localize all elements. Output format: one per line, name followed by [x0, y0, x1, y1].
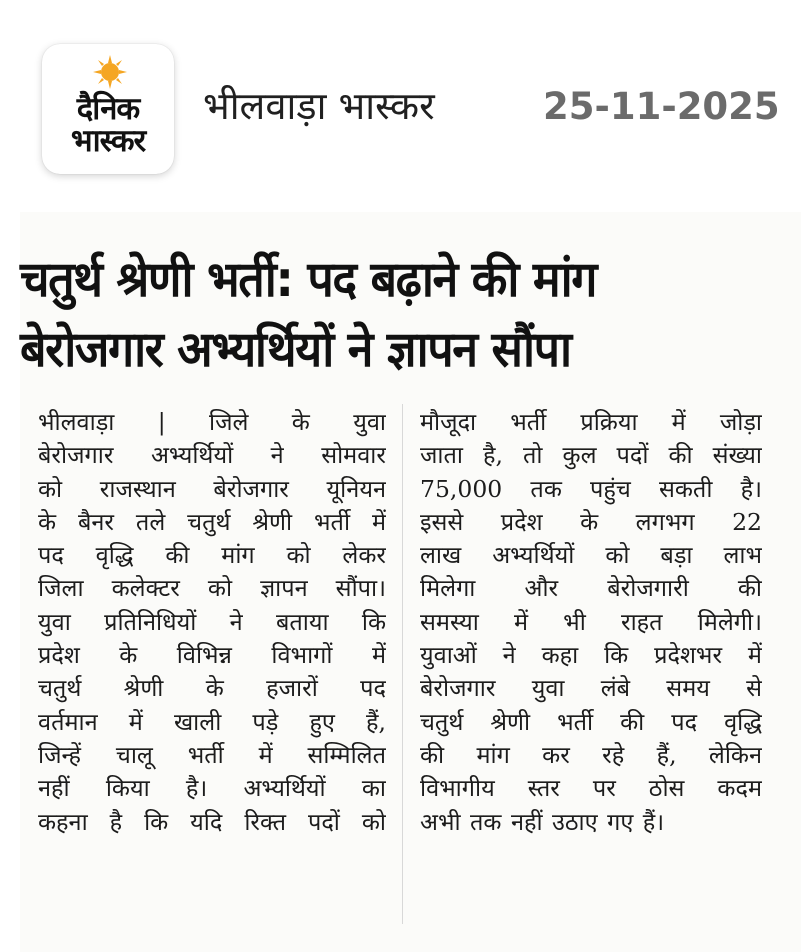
article-column-right — [420, 406, 762, 936]
text-line: इससे प्रदेश के लगभग 22 — [420, 507, 762, 536]
text-line: की मांग कर रहे हैं, लेकिन — [420, 740, 762, 769]
text-line: बेरोजगार अभ्यर्थियों ने सोमवार — [38, 441, 386, 470]
text-line: चतुर्थ श्रेणी के हजारों पद — [38, 674, 386, 703]
text-line: भीलवाड़ा | जिले के युवा — [38, 408, 386, 436]
text-line: युवा प्रतिनिधियों ने बताया कि — [38, 607, 386, 636]
text-line: युवाओं ने कहा कि प्रदेशभर में — [420, 641, 762, 670]
text-line: को राजस्थान बेरोजगार यूनियन — [38, 474, 386, 503]
dainik-bhaskar-logo — [42, 44, 174, 174]
text-line: अभी तक नहीं उठाए गए हैं। — [420, 807, 665, 836]
text-line: प्रदेश के विभिन्न विभागों में — [38, 641, 386, 670]
text-line: जिला कलेक्टर को ज्ञापन सौंपा। — [38, 574, 386, 603]
article-column-left — [38, 406, 386, 936]
column-divider — [402, 404, 403, 924]
text-line: 75,000 तक पहुंच सकती है। — [420, 474, 762, 503]
logo-text-bhaskar: भास्कर — [70, 123, 146, 159]
text-line: नहीं किया है। अभ्यर्थियों का — [38, 774, 386, 803]
text-line: बेरोजगार युवा लंबे समय से — [420, 674, 762, 703]
text-line: के बैनर तले चतुर्थ श्रेणी भर्ती में — [38, 507, 386, 536]
text-line: पद वृद्धि की मांग को लेकर — [38, 541, 386, 570]
text-line: वर्तमान में खाली पड़े हुए हैं, — [38, 707, 386, 736]
publication-date: 25-11-2025 — [543, 85, 780, 128]
edition-name: भीलवाड़ा भास्कर — [203, 84, 435, 128]
text-line: चतुर्थ श्रेणी भर्ती की पद वृद्धि — [420, 707, 762, 736]
text-line: कहना है कि यदि रिक्त पदों को — [38, 807, 386, 836]
text-line: जाता है, तो कुल पदों की संख्या — [420, 441, 762, 470]
text-line: लाख अभ्यर्थियों को बड़ा लाभ — [420, 541, 762, 570]
text-line: मिलेगा और बेरोजगारी की — [420, 574, 762, 603]
text-line: मौजूदा भर्ती प्रक्रिया में जोड़ा — [420, 408, 762, 436]
sun-icon — [92, 54, 128, 90]
logo-text-dainik: दैनिक — [76, 91, 140, 127]
header — [0, 0, 801, 200]
headline-line-1: चतुर्थ श्रेणी भर्ती: पद बढ़ाने की मांग — [20, 251, 597, 308]
text-line: समस्या में भी राहत मिलेगी। — [420, 607, 762, 636]
headline-line-2: बेरोजगार अभ्यर्थियों ने ज्ञापन सौंपा — [20, 321, 571, 378]
text-line: जिन्हें चालू भर्ती में सम्मिलित — [38, 740, 386, 769]
text-line: विभागीय स्तर पर ठोस कदम — [420, 774, 762, 803]
